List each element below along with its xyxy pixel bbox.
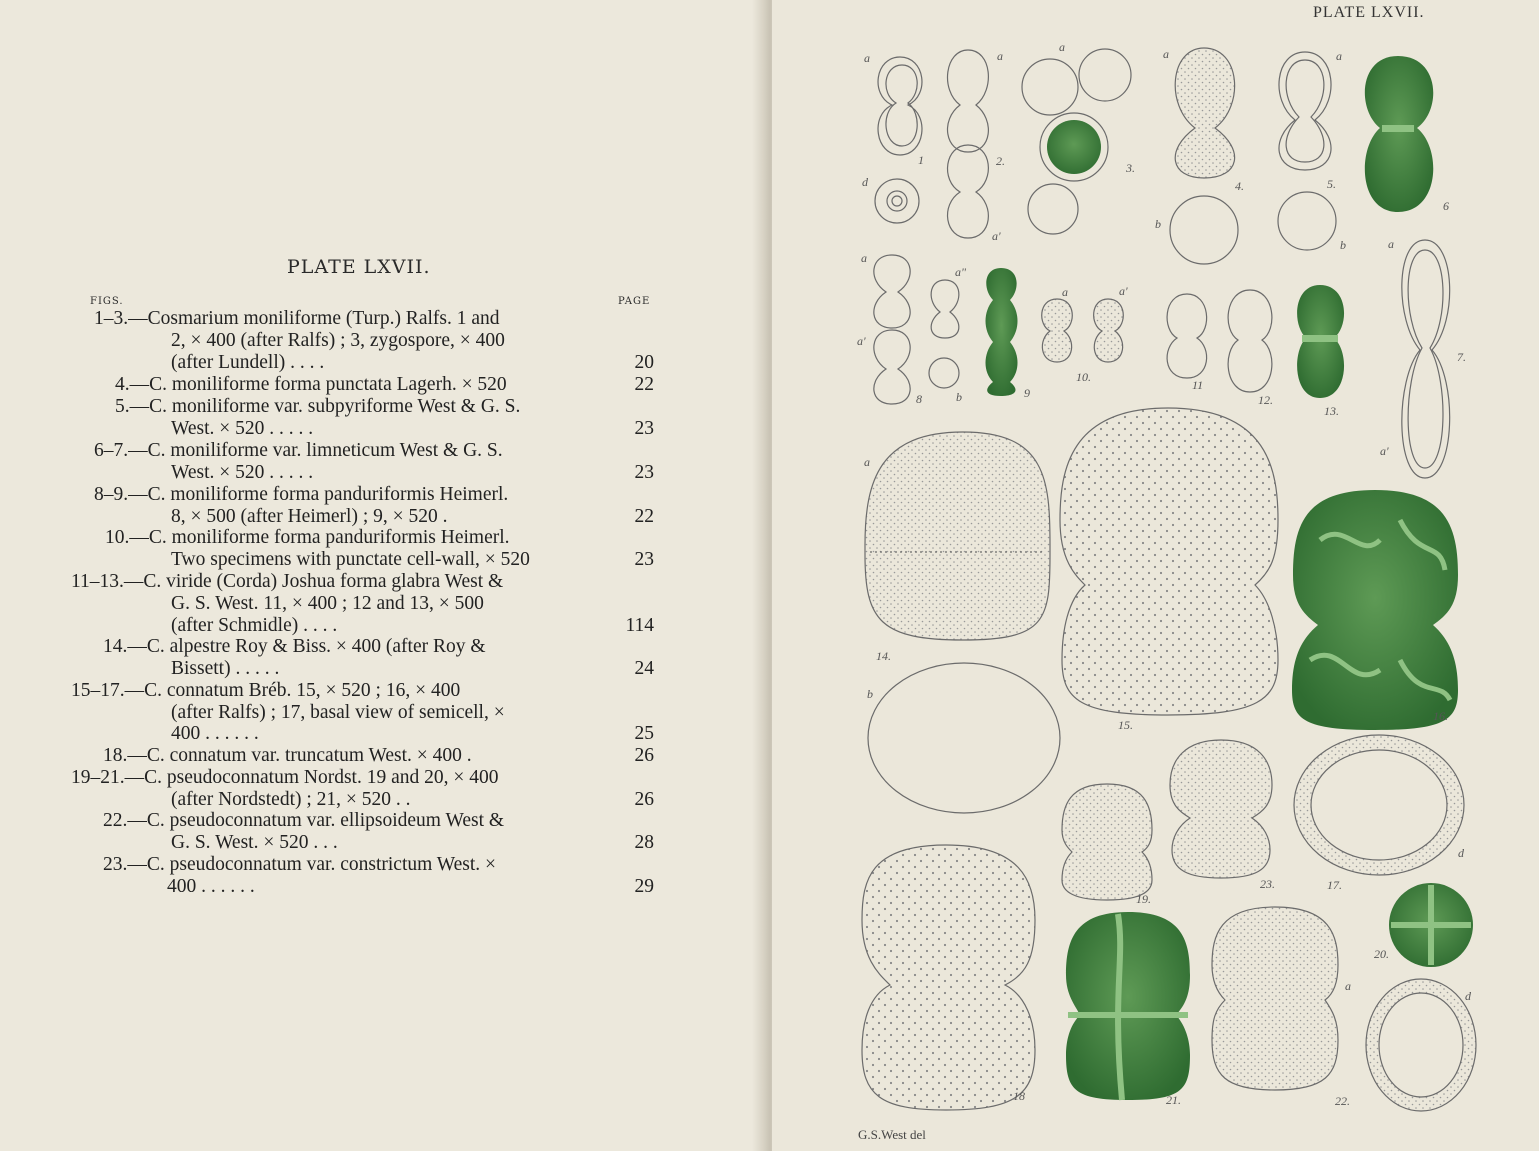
figure-15 bbox=[1060, 408, 1278, 715]
entry-line: Two specimens with punctate cell-wall, × 520 bbox=[171, 549, 530, 570]
entry-line: (after Schmidle) . . . . bbox=[171, 615, 338, 636]
figure-label: 8 bbox=[916, 392, 922, 406]
view-letter: a bbox=[1336, 49, 1342, 63]
figure-label: 3. bbox=[1126, 161, 1135, 175]
figure-label: 1 bbox=[918, 153, 924, 167]
entry-line: G. S. West. 11, × 400 ; 12 and 13, × 500 bbox=[171, 593, 484, 614]
figure-label: 5. bbox=[1327, 177, 1336, 191]
view-letter: b bbox=[1155, 217, 1161, 231]
entry-line: West. × 520 . . . . . bbox=[171, 418, 314, 439]
entry-line: 15–17.—C. connatum Bréb. 15, × 520 ; 16, × 400 bbox=[71, 680, 461, 701]
figure-21 bbox=[1066, 912, 1190, 1100]
plate-header: PLATE LXVII. bbox=[1313, 4, 1425, 21]
entry-line: 22.—C. pseudoconnatum var. ellipsoideum West & bbox=[103, 810, 505, 831]
entry-line: 19–21.—C. pseudoconnatum Nordst. 19 and 20, × 400 bbox=[71, 767, 499, 788]
entry-page-number: 28 bbox=[634, 832, 654, 853]
entry-line: 8–9.—C. moniliforme forma panduriformis Heimerl. bbox=[94, 484, 509, 505]
figure-4 bbox=[1170, 48, 1238, 264]
figure-13 bbox=[1297, 285, 1344, 398]
entry-line: (after Lundell) . . . . bbox=[171, 352, 325, 373]
view-letter: b bbox=[1340, 238, 1346, 252]
view-letter: d bbox=[1458, 846, 1464, 860]
entry-line: G. S. West. × 520 . . . bbox=[171, 832, 338, 853]
entry-page-number: 24 bbox=[634, 658, 654, 679]
entry-line: (after Ralfs) ; 17, basal view of semicell, × bbox=[171, 702, 505, 723]
entry-line: 11–13.—C. viride (Corda) Joshua forma glabra West & bbox=[71, 571, 504, 592]
entry-line: West. × 520 . . . . . bbox=[171, 462, 314, 483]
figure-10 bbox=[1042, 299, 1124, 362]
entry-page-number: 25 bbox=[634, 723, 654, 744]
figure-label: 6 bbox=[1443, 199, 1449, 213]
entry-line: 400 . . . . . . bbox=[171, 723, 259, 744]
view-letter: a bbox=[1345, 979, 1351, 993]
figure-label: 9 bbox=[1024, 386, 1030, 400]
entry-page-number: 26 bbox=[634, 789, 654, 810]
view-letter: d bbox=[862, 175, 868, 189]
figure-label: 16. bbox=[1433, 709, 1448, 723]
figure-16 bbox=[1292, 490, 1458, 730]
entry-page-number: 22 bbox=[634, 506, 654, 527]
entry-line: 5.—C. moniliforme var. subpyriforme West & G. S. bbox=[115, 396, 521, 417]
figure-11 bbox=[1167, 294, 1207, 378]
view-letter: b bbox=[867, 687, 873, 701]
entry-page-number: 20 bbox=[634, 352, 654, 373]
view-letter: a bbox=[1388, 237, 1394, 251]
view-letter: a' bbox=[1380, 444, 1389, 458]
figure-label: 2. bbox=[996, 154, 1005, 168]
entry-line: 14.—C. alpestre Roy & Biss. × 400 (after Roy & bbox=[103, 636, 486, 657]
entry-line: 400 . . . . . . bbox=[167, 876, 255, 897]
figure-8 bbox=[874, 255, 959, 404]
view-letter: a bbox=[1163, 47, 1169, 61]
view-letter: a' bbox=[992, 229, 1001, 243]
figure-14 bbox=[865, 432, 1060, 813]
figure-2 bbox=[948, 50, 989, 238]
view-letter: a bbox=[997, 49, 1003, 63]
entry-line: 8, × 500 (after Heimerl) ; 9, × 520 . bbox=[171, 506, 448, 527]
figure-label: 4. bbox=[1235, 179, 1244, 193]
figure-18 bbox=[862, 845, 1035, 1110]
figure-label: 10. bbox=[1076, 370, 1091, 384]
figure-3-zygospore bbox=[1047, 120, 1101, 174]
entry-line: 18.—C. connatum var. truncatum West. × 400 . bbox=[103, 745, 472, 766]
figure-label: 15. bbox=[1118, 718, 1133, 732]
figure-label: 20. bbox=[1374, 947, 1389, 961]
entry-page-number: 114 bbox=[625, 615, 654, 636]
entry-line: 1–3.—Cosmarium moniliforme (Turp.) Ralfs. 1 and bbox=[94, 308, 500, 329]
view-letter: a" bbox=[955, 265, 967, 279]
entry-line: (after Nordstedt) ; 21, × 520 . . bbox=[171, 789, 411, 810]
entry-line: 10.—C. moniliforme forma panduriformis Heimerl. bbox=[105, 527, 510, 548]
figure-label: 13. bbox=[1324, 404, 1339, 418]
figure-label: 21. bbox=[1166, 1093, 1181, 1107]
artist-credit: G.S.West del bbox=[858, 1127, 926, 1142]
entry-line: 23.—C. pseudoconnatum var. constrictum West. × bbox=[103, 854, 497, 875]
view-letter: a' bbox=[857, 334, 866, 348]
view-letter: a bbox=[1059, 40, 1065, 54]
figure-label: 17. bbox=[1327, 878, 1342, 892]
view-letter: a bbox=[861, 251, 867, 265]
plate-title: PLATE LXVII. bbox=[287, 256, 431, 278]
entry-line: 4.—C. moniliforme forma punctata Lagerh. × 520 bbox=[115, 374, 507, 395]
figure-1 bbox=[875, 57, 922, 223]
figure-label: 19. bbox=[1136, 892, 1151, 906]
figure-20 bbox=[1389, 883, 1473, 967]
figure-23 bbox=[1170, 740, 1272, 878]
figure-19 bbox=[1062, 784, 1152, 900]
entry-page-number: 26 bbox=[634, 745, 654, 766]
figure-label: 23. bbox=[1260, 877, 1275, 891]
view-letter: b bbox=[956, 390, 962, 404]
figure-label: 7. bbox=[1457, 350, 1466, 364]
entry-page-number: 22 bbox=[634, 374, 654, 395]
entry-line: Bissett) . . . . . bbox=[171, 658, 280, 679]
view-letter: a' bbox=[1119, 284, 1128, 298]
entry-page-number: 29 bbox=[634, 876, 654, 897]
view-letter: a bbox=[864, 455, 870, 469]
figure-label: 14. bbox=[876, 649, 891, 663]
entry-line: 2, × 400 (after Ralfs) ; 3, zygospore, × 400 bbox=[171, 330, 505, 351]
figure-17 bbox=[1294, 735, 1464, 875]
view-letter: a bbox=[1062, 285, 1068, 299]
figure-6 bbox=[1365, 56, 1433, 212]
figure-9 bbox=[986, 268, 1018, 396]
page-column-header: PAGE bbox=[618, 296, 651, 307]
entry-page-number: 23 bbox=[634, 462, 654, 483]
view-letter: a bbox=[864, 51, 870, 65]
entry-line: 6–7.—C. moniliforme var. limneticum West & G. S. bbox=[94, 440, 503, 461]
figure-7 bbox=[1402, 240, 1450, 478]
figs-column-header: FIGS. bbox=[90, 296, 124, 307]
figure-label: 22. bbox=[1335, 1094, 1350, 1108]
entry-page-number: 23 bbox=[634, 418, 654, 439]
figure-5 bbox=[1278, 52, 1336, 250]
figure-12 bbox=[1228, 290, 1272, 392]
entry-page-number: 23 bbox=[634, 549, 654, 570]
figure-label: 11 bbox=[1192, 378, 1204, 392]
view-letter: d bbox=[1465, 989, 1471, 1003]
figure-label: 12. bbox=[1258, 393, 1273, 407]
figure-label: 18 bbox=[1013, 1089, 1025, 1103]
